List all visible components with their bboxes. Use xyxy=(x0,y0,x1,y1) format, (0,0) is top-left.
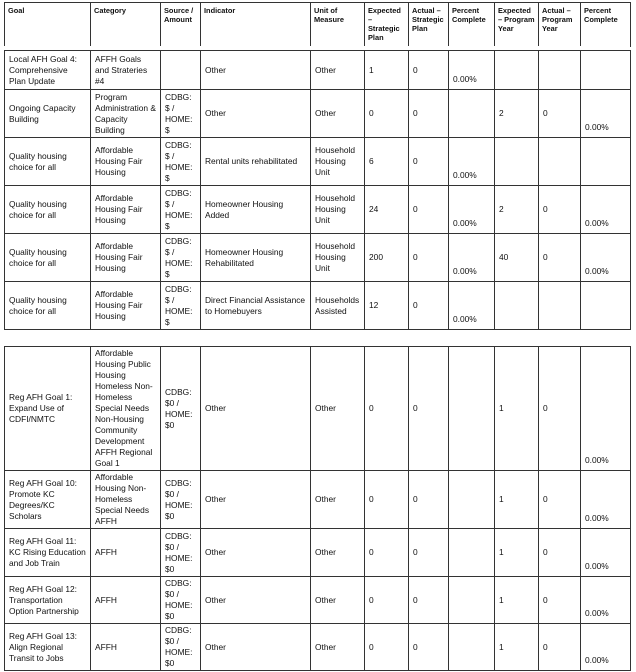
actual-sp-cell: 0 xyxy=(409,138,449,186)
expected-sp-cell: 200 xyxy=(365,234,409,282)
actual-py-cell: 0 xyxy=(539,529,581,577)
percent-py-cell xyxy=(581,51,631,90)
percent-py-cell: 0.00% xyxy=(581,624,631,671)
actual-sp-cell: 0 xyxy=(409,282,449,330)
source-cell: CDBG: $ / HOME: $ xyxy=(161,90,201,138)
actual-sp-cell: 0 xyxy=(409,577,449,624)
actual-sp-cell: 0 xyxy=(409,186,449,234)
actual-py-cell xyxy=(539,51,581,90)
unit-cell: Other xyxy=(311,624,365,671)
expected-py-cell: 1 xyxy=(495,529,539,577)
category-cell: AFFH xyxy=(91,624,161,671)
expected-sp-cell: 0 xyxy=(365,529,409,577)
unit-cell: Other xyxy=(311,347,365,471)
percent-sp-cell xyxy=(449,624,495,671)
header-row xyxy=(5,3,631,47)
table-row xyxy=(5,471,631,529)
table-row xyxy=(5,529,631,577)
percent-sp-cell: 0.00% xyxy=(449,138,495,186)
goal-cell: Quality housing choice for all xyxy=(5,282,91,330)
actual-py-cell: 0 xyxy=(539,471,581,529)
expected-py-cell xyxy=(495,138,539,186)
source-cell: CDBG: $0 / HOME: $0 xyxy=(161,624,201,671)
header-cell: Source / Amount xyxy=(161,3,201,47)
table-row xyxy=(5,577,631,624)
source-cell: CDBG: $0 / HOME: $0 xyxy=(161,577,201,624)
source-cell: CDBG: $0 / HOME: $0 xyxy=(161,529,201,577)
percent-py-cell xyxy=(581,138,631,186)
header-table xyxy=(4,2,631,47)
percent-sp-cell xyxy=(449,471,495,529)
expected-py-cell xyxy=(495,282,539,330)
actual-sp-cell: 0 xyxy=(409,624,449,671)
goals-table-2 xyxy=(4,346,631,671)
actual-sp-cell: 0 xyxy=(409,471,449,529)
expected-sp-cell: 0 xyxy=(365,471,409,529)
percent-py-cell: 0.00% xyxy=(581,90,631,138)
expected-sp-cell: 0 xyxy=(365,347,409,471)
percent-sp-cell: 0.00% xyxy=(449,186,495,234)
actual-sp-cell: 0 xyxy=(409,347,449,471)
expected-sp-cell: 1 xyxy=(365,51,409,90)
indicator-cell: Other xyxy=(201,471,311,529)
table-row xyxy=(5,51,631,90)
goal-cell: Reg AFH Goal 12: Transportation Option Partnership xyxy=(5,577,91,624)
actual-sp-cell: 0 xyxy=(409,90,449,138)
category-cell: Program Administration & Capacity Building xyxy=(91,90,161,138)
indicator-cell: Other xyxy=(201,529,311,577)
fragment-line xyxy=(8,46,78,49)
goal-cell: Quality housing choice for all xyxy=(5,186,91,234)
goal-cell: Reg AFH Goal 1: Expand Use of CDFI/NMTC xyxy=(5,347,91,471)
percent-py-cell: 0.00% xyxy=(581,529,631,577)
expected-sp-cell: 24 xyxy=(365,186,409,234)
header-cell: Expected – Strategic Plan xyxy=(365,3,409,47)
category-cell: Affordable Housing Fair Housing xyxy=(91,234,161,282)
expected-sp-cell: 0 xyxy=(365,577,409,624)
unit-cell: Households Assisted xyxy=(311,282,365,330)
actual-py-cell: 0 xyxy=(539,234,581,282)
actual-sp-cell: 0 xyxy=(409,529,449,577)
source-cell: CDBG: $ / HOME: $ xyxy=(161,282,201,330)
unit-cell: Other xyxy=(311,51,365,90)
goal-cell: Ongoing Capacity Building xyxy=(5,90,91,138)
percent-sp-cell xyxy=(449,90,495,138)
unit-cell: Household Housing Unit xyxy=(311,234,365,282)
header-cell: Indicator xyxy=(201,3,311,47)
percent-py-cell: 0.00% xyxy=(581,347,631,471)
expected-py-cell xyxy=(495,51,539,90)
goal-cell: Local AFH Goal 4: Comprehensive Plan Update xyxy=(5,51,91,90)
percent-py-cell xyxy=(581,282,631,330)
unit-cell: Other xyxy=(311,577,365,624)
indicator-cell: Other xyxy=(201,90,311,138)
header-cell: Expected – Program Year xyxy=(495,3,539,47)
actual-sp-cell: 0 xyxy=(409,234,449,282)
goal-cell: Reg AFH Goal 13: Align Regional Transit to Jobs xyxy=(5,624,91,671)
source-cell: CDBG: $ / HOME: $ xyxy=(161,186,201,234)
expected-sp-cell: 12 xyxy=(365,282,409,330)
table-row xyxy=(5,347,631,471)
table-row xyxy=(5,138,631,186)
source-cell: CDBG: $0 / HOME: $0 xyxy=(161,471,201,529)
goal-cell: Quality housing choice for all xyxy=(5,234,91,282)
expected-py-cell: 1 xyxy=(495,471,539,529)
actual-py-cell xyxy=(539,138,581,186)
percent-sp-cell xyxy=(449,577,495,624)
percent-sp-cell xyxy=(449,529,495,577)
goal-cell: Reg AFH Goal 11: KC Rising Education and Job Train xyxy=(5,529,91,577)
unit-cell: Other xyxy=(311,471,365,529)
expected-py-cell: 1 xyxy=(495,577,539,624)
actual-py-cell: 0 xyxy=(539,347,581,471)
header-cell: Category xyxy=(91,3,161,47)
source-cell xyxy=(161,51,201,90)
table-row xyxy=(5,282,631,330)
goal-cell: Quality housing choice for all xyxy=(5,138,91,186)
actual-sp-cell: 0 xyxy=(409,51,449,90)
expected-py-cell: 2 xyxy=(495,186,539,234)
percent-py-cell: 0.00% xyxy=(581,186,631,234)
goal-cell: Reg AFH Goal 10: Promote KC Degrees/KC Scholars xyxy=(5,471,91,529)
percent-py-cell: 0.00% xyxy=(581,471,631,529)
category-cell: AFFH Goals and Strateries #4 xyxy=(91,51,161,90)
expected-py-cell: 1 xyxy=(495,347,539,471)
table-row xyxy=(5,90,631,138)
table-row xyxy=(5,624,631,671)
actual-py-cell: 0 xyxy=(539,577,581,624)
table-row xyxy=(5,234,631,282)
category-cell: Affordable Housing Non-Homeless Special Needs AFFH xyxy=(91,471,161,529)
header-cell: Actual – Program Year xyxy=(539,3,581,47)
header-cell: Percent Complete xyxy=(449,3,495,47)
expected-sp-cell: 6 xyxy=(365,138,409,186)
percent-sp-cell xyxy=(449,347,495,471)
percent-py-cell: 0.00% xyxy=(581,577,631,624)
source-cell: CDBG: $0 / HOME: $0 xyxy=(161,347,201,471)
indicator-cell: Other xyxy=(201,624,311,671)
category-cell: AFFH xyxy=(91,529,161,577)
header-cell: Percent Complete xyxy=(581,3,631,47)
unit-cell: Other xyxy=(311,90,365,138)
unit-cell: Household Housing Unit xyxy=(311,186,365,234)
expected-py-cell: 1 xyxy=(495,624,539,671)
category-cell: Affordable Housing Fair Housing xyxy=(91,186,161,234)
indicator-cell: Direct Financial Assistance to Homebuyers xyxy=(201,282,311,330)
unit-cell: Household Housing Unit xyxy=(311,138,365,186)
percent-sp-cell: 0.00% xyxy=(449,51,495,90)
category-cell: Affordable Housing Fair Housing xyxy=(91,138,161,186)
actual-py-cell xyxy=(539,282,581,330)
indicator-cell: Homeowner Housing Added xyxy=(201,186,311,234)
category-cell: Affordable Housing Public Housing Homeless Non-Homeless Special Needs Non-Housing Community Development AFFH Regional Goal 1 xyxy=(91,347,161,471)
expected-sp-cell: 0 xyxy=(365,624,409,671)
expected-py-cell: 2 xyxy=(495,90,539,138)
percent-sp-cell: 0.00% xyxy=(449,282,495,330)
indicator-cell: Rental units rehabilitated xyxy=(201,138,311,186)
source-cell: CDBG: $ / HOME: $ xyxy=(161,138,201,186)
table-row xyxy=(5,186,631,234)
header-cell: Unit of Measure xyxy=(311,3,365,47)
indicator-cell: Other xyxy=(201,347,311,471)
header-cell: Goal xyxy=(5,3,91,47)
percent-sp-cell: 0.00% xyxy=(449,234,495,282)
actual-py-cell: 0 xyxy=(539,186,581,234)
expected-sp-cell: 0 xyxy=(365,90,409,138)
indicator-cell: Homeowner Housing Rehabilitated xyxy=(201,234,311,282)
goals-table-1 xyxy=(4,50,631,330)
indicator-cell: Other xyxy=(201,577,311,624)
category-cell: AFFH xyxy=(91,577,161,624)
fragment-line xyxy=(164,46,188,49)
category-cell: Affordable Housing Fair Housing xyxy=(91,282,161,330)
expected-py-cell: 40 xyxy=(495,234,539,282)
actual-py-cell: 0 xyxy=(539,624,581,671)
indicator-cell: Other xyxy=(201,51,311,90)
percent-py-cell: 0.00% xyxy=(581,234,631,282)
source-cell: CDBG: $ / HOME: $ xyxy=(161,234,201,282)
actual-py-cell: 0 xyxy=(539,90,581,138)
header-cell: Actual – Strategic Plan xyxy=(409,3,449,47)
unit-cell: Other xyxy=(311,529,365,577)
